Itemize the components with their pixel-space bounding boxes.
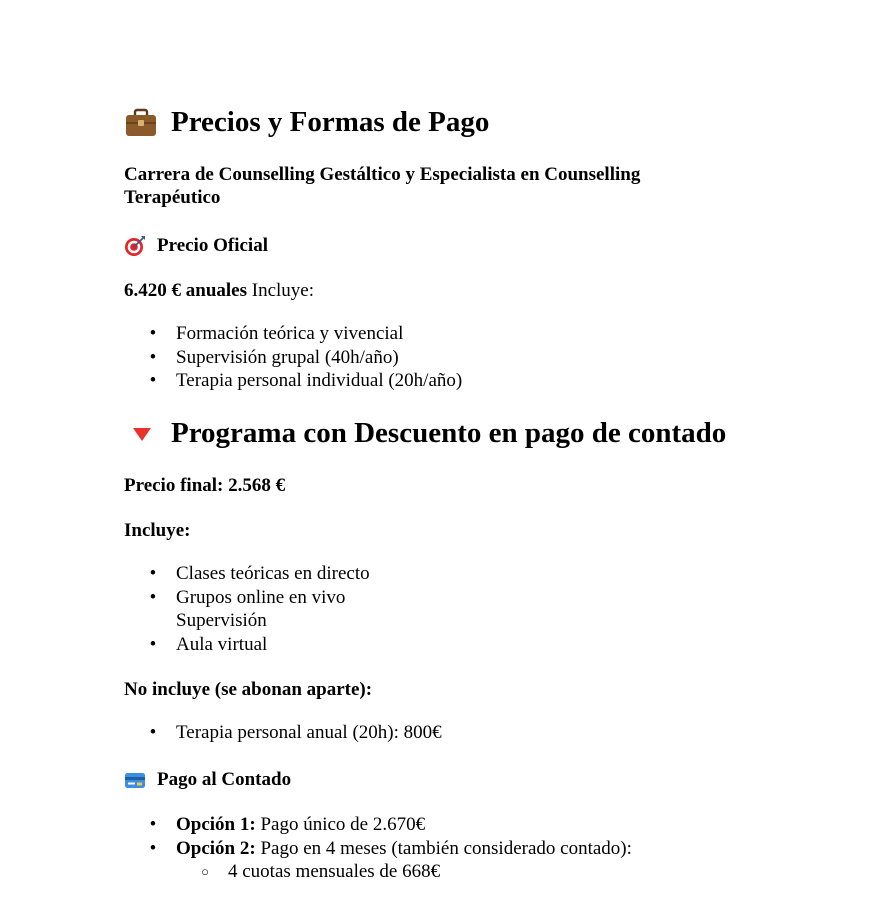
main-heading-text: Precios y Formas de Pago <box>171 106 490 138</box>
target-icon <box>124 235 146 257</box>
option1-label: Opción 1: <box>176 814 256 835</box>
list-item: • Clases teóricas en directo <box>149 563 370 584</box>
list-item: • Terapia personal individual (20h/año) <box>149 370 463 392</box>
list-item: ○ 4 cuotas mensuales de 668€ <box>201 861 441 883</box>
list-item: • Grupos online en vivo <box>149 586 346 608</box>
official-price-heading <box>124 234 268 257</box>
official-price-amount: 6.420 € anuales <box>124 280 247 301</box>
credit-card-icon <box>124 769 146 791</box>
list-item: • Aula virtual <box>149 633 268 655</box>
cash-payment-heading <box>124 768 291 791</box>
main-heading <box>124 106 489 139</box>
discount-includes-list <box>124 562 370 656</box>
list-item: • Terapia personal anual (20h): 800€ <box>149 722 442 743</box>
red-triangle-down-icon <box>124 419 158 449</box>
official-price-line <box>124 279 314 302</box>
not-included-label: No incluye (se abonan aparte): <box>124 679 373 700</box>
official-price-list <box>124 322 462 393</box>
list-item: Supervisión <box>176 610 267 632</box>
list-item: • Opción 1: Pago único de 2.670€ <box>149 814 426 835</box>
official-price-includes: Incluye: <box>247 280 315 301</box>
not-included-list <box>124 721 442 745</box>
cash-payment-heading-text: Pago al Contado <box>157 769 292 790</box>
option2-label: Opción 2: <box>176 837 256 859</box>
discount-heading-text: Programa con Descuento en pago de contado <box>171 417 727 449</box>
cash-payment-list <box>124 813 632 884</box>
option1-text: Pago único de 2.670€ <box>255 814 426 835</box>
official-price-heading-text: Precio Oficial <box>157 235 268 256</box>
list-item: • Opción 2: Pago en 4 meses (también considerado contado): <box>149 837 632 859</box>
program-title: Carrera de Counselling Gestáltico y Especialista en Counselling Terapéutico <box>124 164 641 208</box>
discount-heading <box>124 417 726 450</box>
option2-sub-text: 4 cuotas mensuales de 668€ <box>228 861 441 883</box>
briefcase-icon <box>124 108 158 138</box>
final-price: Precio final: 2.568 € <box>124 475 286 496</box>
includes-label: Incluye: <box>124 520 191 541</box>
list-item: • Formación teórica y vivencial <box>149 323 404 344</box>
list-item: • Supervisión grupal (40h/año) <box>149 346 399 368</box>
option2-text: Pago en 4 meses (también considerado contado): <box>255 837 632 859</box>
